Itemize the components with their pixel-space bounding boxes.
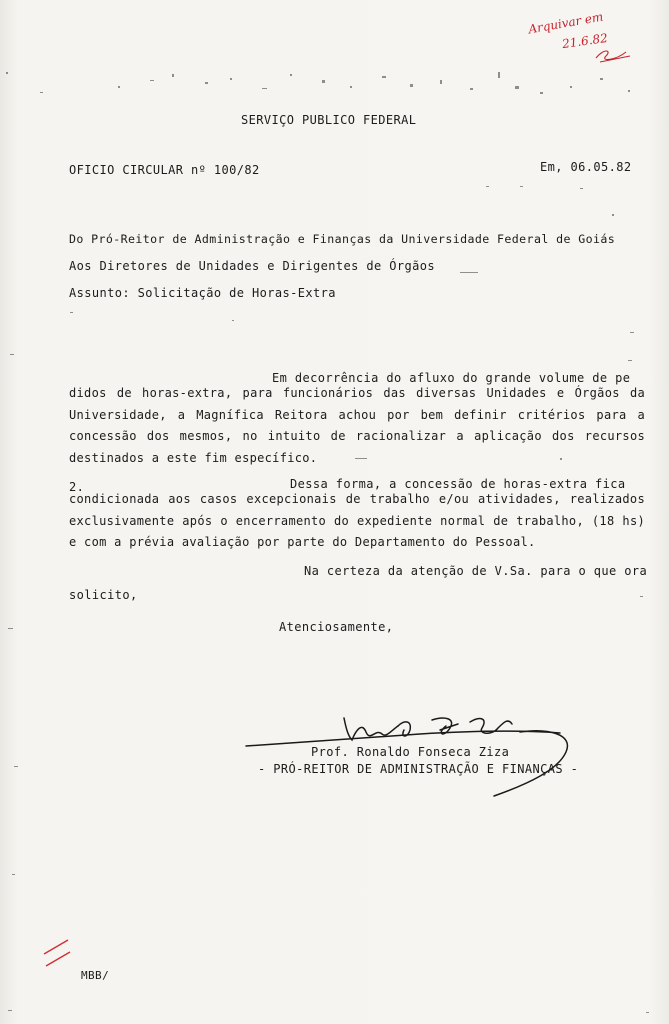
recipient-line: Aos Diretores de Unidades e Dirigentes de Órgãos [69,259,435,273]
paragraph-2-body: condicionada aos casos excepcionais de trabalho e/ou atividades, realizados exclusivamente após o encerramento do expediente normal de trabalho, (18 hs) e com a prévia avaliação por parte do Departamento do Pessoal. [69,492,645,549]
paragraph-1-body: didos de horas-extra, para funcionários das diversas Unidades e Órgãos da Universidade, a Magnífica Reitora achou por bem definir critérios para a concessão dos mesmos, no intuito de racionalizar a aplicação dos recursos destinados a este fim específico. [69,386,645,465]
document-date: Em, 06.05.82 [540,160,632,174]
subject-line: Assunto: Solicitação de Horas-Extra [69,286,336,300]
paragraph-2-number: 2. [69,480,85,494]
paragraph-3-first-line: Na certeza da atenção de V.Sa. para o que ora [304,564,648,578]
typist-initials: MBB/ [81,969,110,982]
signatory-name: Prof. Ronaldo Fonseca Ziza [311,745,510,759]
archive-annotation-line1: Arquivar em [527,9,605,37]
closing-salutation: Atenciosamente, [279,620,394,634]
office-reference: OFICIO CIRCULAR nº 100/82 [69,163,260,177]
service-heading: SERVIÇO PUBLICO FEDERAL [241,113,417,127]
sender-line: Do Pró-Reitor de Administração e Finanças da Universidade Federal de Goiás [69,232,616,246]
signatory-title: - PRÓ-REITOR DE ADMINISTRAÇÃO E FINANÇAS - [258,762,579,776]
paragraph-3-second-line: solicito, [69,588,138,602]
paragraph-1-first-line: Em decorrência do afluxo do grande volume de pe [272,371,631,385]
paragraph-2-first-line: Dessa forma, a concessão de horas-extra fica [290,477,626,491]
archive-annotation-line2: 21.6.82 [561,30,609,52]
